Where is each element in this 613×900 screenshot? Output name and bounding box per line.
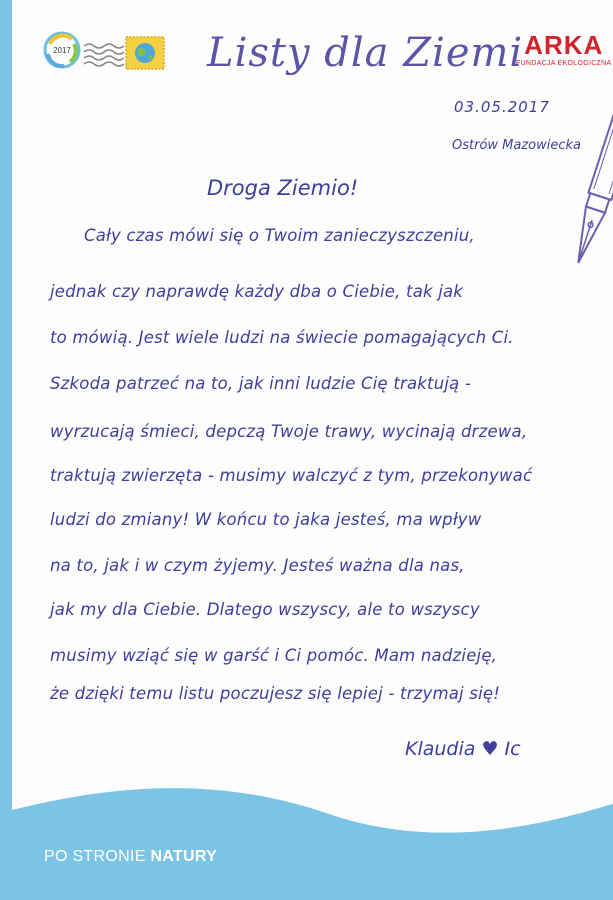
letter-line: jednak czy naprawdę każdy dba o Ciebie, tak jak: [50, 282, 464, 301]
signature: Klaudia ♥ Ic: [405, 738, 521, 760]
globe-stamp-icon: [125, 36, 165, 70]
letter-line: traktują zwierzęta - musimy walczyć z tym, przekonywać: [50, 466, 533, 485]
letter-line: że dzięki temu listu poczujesz się lepiej - trzymaj się!: [50, 684, 501, 703]
letter-line: Szkoda patrzeć na to, jak inni ludzie Cię traktują -: [50, 374, 472, 393]
footer-wave: [12, 770, 613, 900]
stamp-year: 2017: [53, 46, 71, 55]
logo-name: ARKA: [524, 30, 604, 60]
recycle-stamp-icon: [42, 30, 82, 70]
letter-line: Cały czas mówi się o Twoim zanieczyszczeniu,: [84, 226, 475, 245]
arka-logo: [516, 32, 611, 67]
letter-place: Ostrów Mazowiecka: [452, 138, 582, 153]
letter-line: musimy wziąć się w garść i Ci pomóc. Mam nadzieję,: [50, 646, 498, 665]
letter-line: jak my dla Ciebie. Dlatego wszyscy, ale to wszyscy: [50, 600, 480, 619]
postmark-icon: [84, 40, 124, 70]
page-title: Listy dla Ziemi: [207, 30, 524, 76]
letter-line: wyrzucają śmieci, depczą Twoje trawy, wycinają drzewa,: [50, 422, 528, 441]
letter-line: ludzi do zmiany! W końcu to jaka jesteś, ma wpływ: [50, 510, 482, 529]
letter-greeting: Droga Ziemio!: [207, 176, 359, 200]
letter-line: to mówią. Jest wiele ludzi na świecie pomagających Ci.: [50, 328, 514, 347]
letter-date: 03.05.2017: [454, 98, 550, 116]
footer-text-bold: NATURY: [150, 848, 218, 865]
letter-line: na to, jak i w czym żyjemy. Jesteś ważna dla nas,: [50, 556, 465, 575]
logo-subtitle: FUNDACJA EKOLOGICZNA: [516, 60, 612, 67]
footer-slogan: [44, 848, 217, 866]
footer-text-regular: PO STRONIE: [44, 848, 151, 865]
